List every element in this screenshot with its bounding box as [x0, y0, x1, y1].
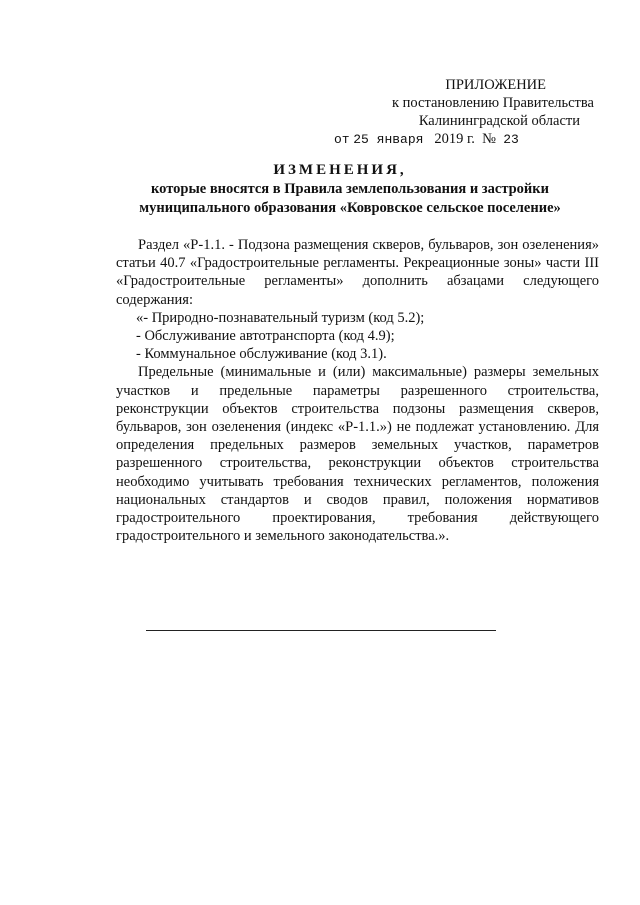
date-prefix: от [334, 132, 350, 147]
document-heading [0, 160, 640, 218]
list-item: - Коммунальное обслуживание (код 3.1). [136, 346, 387, 363]
appendix-resolution-line: к постановлению Правительства [392, 95, 594, 111]
intro-paragraph: Раздел «Р-1.1. - Подзона размещения скверов, бульваров, зон озеленения» статьи 40.7 «Градостроительные регламенты. Рекреационные зоны» части III «Градостроительные регламенты» дополнить абзацами следующего содержания: [116, 237, 599, 308]
number-label: № [482, 131, 496, 147]
appendix-header [334, 76, 594, 149]
date-year: 2019 г. [434, 131, 475, 147]
list-item: «- Природно-познавательный туризм (код 5.2); [136, 309, 425, 326]
document-body [116, 236, 599, 545]
heading-title: ИЗМЕНЕНИЯ, [273, 162, 407, 178]
final-paragraph: Предельные (минимальные и (или) максимальные) размеры земельных участков и предельные параметры разрешенного строительства, реконструкции объектов строительства подзоны размещения скверов, бульваров, зон озеленения (индекс «Р-1.1.») не подлежат установлению. Для определения предельных размеров земельных участков, параметров разрешенного строительства, реконструкции объектов строительства необходимо учитывать требования технических регламентов, положения национальных стандартов и сводов правил, положения нормативов градостроительного проектирования, требования действующего градостроительного и земельного законодательства.». [116, 364, 599, 545]
appendix-region-line: Калининградской области [418, 113, 580, 129]
list-item: - Обслуживание автотранспорта (код 4.9); [136, 328, 395, 345]
appendix-date-line [334, 130, 594, 149]
appendix-title: ПРИЛОЖЕНИЕ [445, 77, 546, 93]
number-value: 23 [503, 132, 519, 147]
heading-subtitle-2: муниципального образования «Ковровское сельское поселение» [139, 200, 561, 216]
separator-line [146, 630, 496, 631]
date-value: 25 января [353, 132, 424, 147]
heading-subtitle-1: которые вносятся в Правила землепользования и застройки [151, 181, 549, 197]
